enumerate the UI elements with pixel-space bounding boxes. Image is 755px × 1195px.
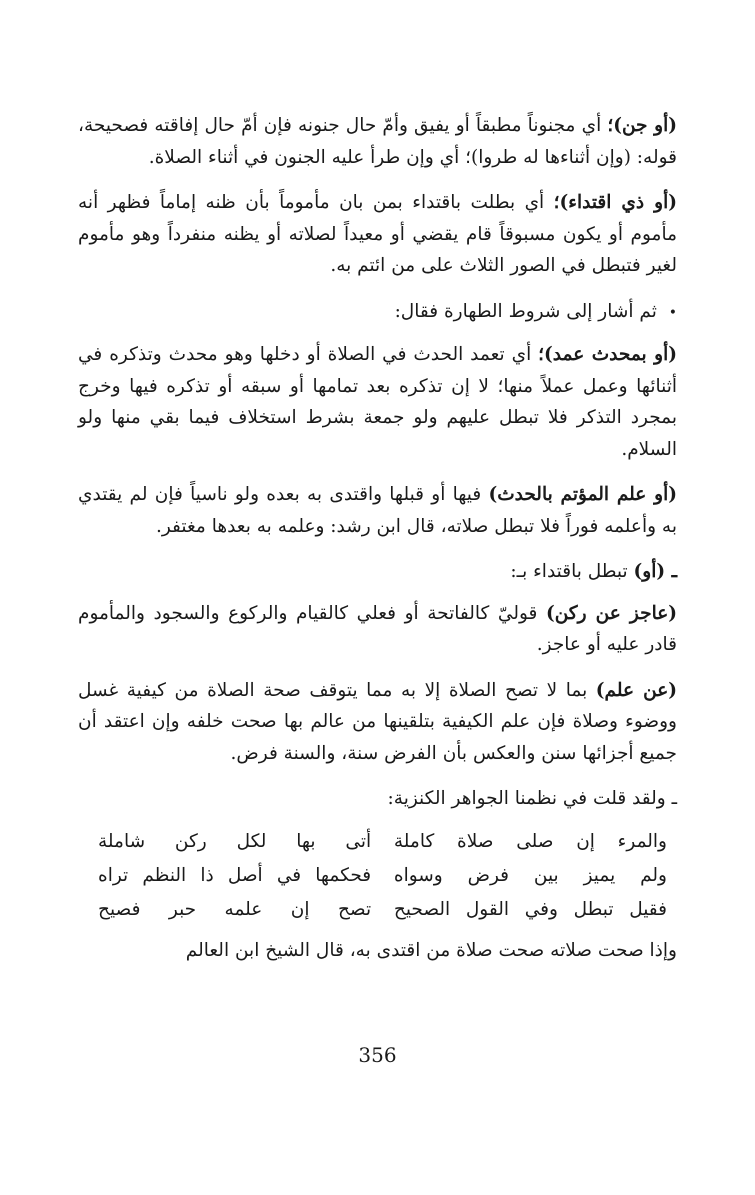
paragraph-iqtida <box>78 187 677 282</box>
paragraph-nazm-intro <box>78 783 677 815</box>
paragraph-text: ولقد قلت في نظمنا الجواهر الكنزية: <box>387 788 672 809</box>
paragraph-text: أي بطلت باقتداء بمن بان مأموماً بأن ظنه إماماً فظهر أنه مأموم أو يكون مسبوقاً قام يقضي أو معيداً لصلاته أو يظنه منفرداً وهو مأموم لغير فتبطل في الصور الثلاث على من ائتم به. <box>78 192 677 276</box>
paragraph-ilm-hadath <box>78 479 677 542</box>
poem-verse <box>78 859 677 893</box>
paragraph-bullet-tahara <box>78 296 677 330</box>
verse-first-hemistich: ولم يميز بين فرض وسواه <box>393 864 667 886</box>
bullet-icon: • <box>668 304 677 321</box>
verse-second-hemistich: فحكمها في أصل ذا النظم تراه <box>98 864 372 886</box>
paragraph-text: أي تعمد الحدث في الصلاة أو دخلها وهو محدث وتذكره في أثنائها وعمل عملاً منها؛ لا إن تذكره بعد تمامها أو سبقه أو تذكره فيها وخرج بمجرد التذكر فلا تبطل عليهم ولو جمعة بشرط استخلاف فيما بقي منها ولو السلام. <box>78 344 677 460</box>
paragraph-keyword: (أو بمحدث عمد)؛ <box>538 344 677 365</box>
poem-verse <box>78 825 677 859</box>
paragraph-text: تبطل باقتداء بـ: <box>510 561 634 582</box>
paragraph-keyword: (عاجز عن ركن) <box>545 602 677 624</box>
paragraph-muhdith <box>78 339 677 465</box>
page-number: 356 <box>358 1043 397 1067</box>
verse-second-hemistich: تصح إن علمه حبر فصيح <box>98 898 372 920</box>
paragraph-text: فيها أو قبلها واقتدى به بعده ولو ناسياً فإن لم يقتدي به وأعلمه فوراً فلا تبطل صلاته، قال ابن رشد: وعلمه به بعدها مغتفر. <box>78 484 677 537</box>
poem <box>78 825 677 927</box>
paragraph-aw <box>78 556 677 588</box>
paragraph-keyword: (أو علم المؤتم بالحدث) <box>488 484 678 505</box>
paragraph-keyword: (أو ذي اقتداء)؛ <box>553 192 677 213</box>
paragraph-ajiz <box>78 598 677 661</box>
paragraph-an-ilm <box>78 675 677 770</box>
paragraph-keyword: (أو جن)؛ <box>607 115 678 136</box>
poem-verse <box>78 893 677 927</box>
paragraph-text: ثم أشار إلى شروط الطهارة فقال: <box>394 300 663 322</box>
paragraph-junun <box>78 110 677 173</box>
paragraph-keyword: (عن علم) <box>595 679 678 701</box>
dash-mark: ـ <box>671 788 677 809</box>
page-body <box>78 110 677 980</box>
paragraph-text: بما لا تصح الصلاة إلا به مما يتوقف صحة الصلاة من كيفية غسل ووضوء وصلاة فإن علم الكيفية بتلقينها من عالم بها صحت خلفه وإن اعتقد أن جميع أجزائها سنن والعكس بأن الفرض سنة، والسنة فرض. <box>78 679 677 764</box>
verse-first-hemistich: فقيل تبطل وفي القول الصحيح <box>393 898 667 920</box>
paragraph-closing: وإذا صحت صلاته صحت صلاة من اقتدى به، قال الشيخ ابن العالم <box>185 939 677 961</box>
verse-second-hemistich: أتى بها لكل ركن شاملة <box>98 830 372 852</box>
verse-first-hemistich: والمرء إن صلى صلاة كاملة <box>393 830 667 852</box>
paragraph-text: قوليّ كالفاتحة أو فعلي كالقيام والركوع والسجود والمأموم قادر عليه أو عاجز. <box>78 602 677 655</box>
paragraph-text: أي مجنوناً مطبقاً أو يفيق وأمّ حال جنونه فإن أمّ حال إفاقته فصحيحة، قوله: (وإن أثناءها له طروا)؛ أي وإن طرأ عليه الجنون في أثناء الصلاة. <box>78 115 677 168</box>
paragraph-keyword: ـ (أو) <box>633 561 677 582</box>
